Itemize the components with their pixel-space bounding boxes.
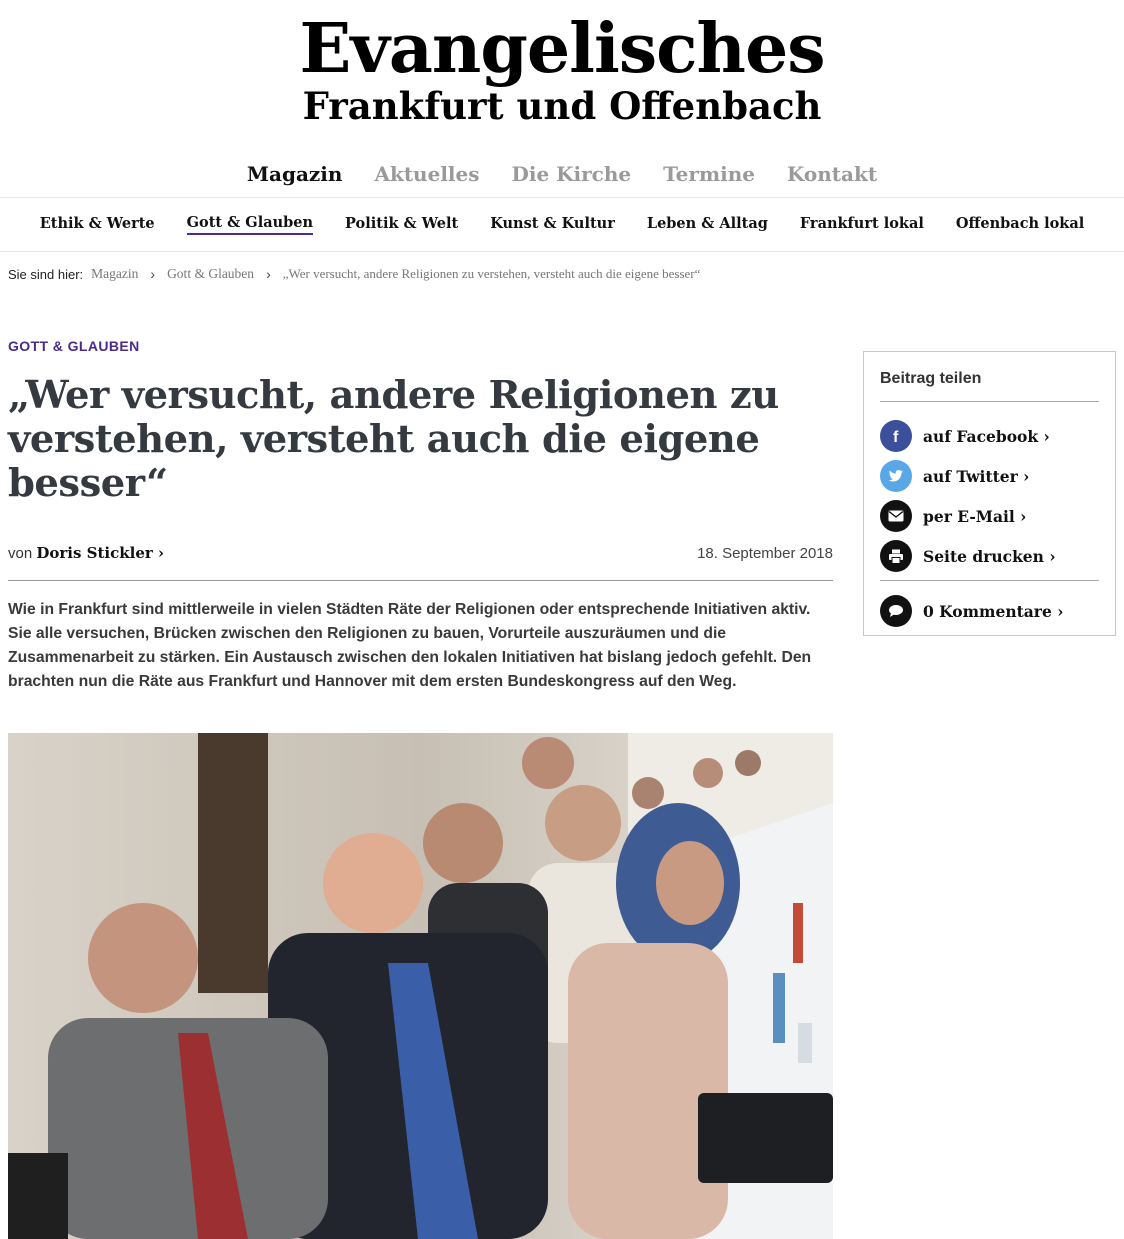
share-facebook-label: auf Facebook ›: [923, 426, 1050, 446]
share-facebook[interactable]: [880, 416, 1099, 456]
article-photo-illustration: [8, 733, 833, 1239]
mail-icon: [880, 500, 912, 532]
category-offenbach-lokal[interactable]: Offenbach lokal: [955, 215, 1085, 232]
print-icon: [880, 540, 912, 572]
article-category[interactable]: GOTT & GLAUBEN: [8, 338, 140, 354]
svg-text:f: f: [893, 429, 899, 444]
facebook-icon: [880, 420, 912, 452]
category-gott-glauben[interactable]: Gott & Glauben: [187, 214, 313, 235]
share-email[interactable]: [880, 496, 1099, 536]
article-byline: [8, 544, 164, 562]
breadcrumb-item-magazin[interactable]: Magazin: [91, 266, 139, 281]
breadcrumb-item-gott-glauben[interactable]: Gott & Glauben: [167, 266, 255, 281]
main-nav-kontakt[interactable]: Kontakt: [786, 162, 878, 186]
breadcrumb: [0, 252, 1124, 296]
site-header: [0, 0, 1124, 126]
twitter-icon: [880, 460, 912, 492]
article-lead: Wie in Frankfurt sind mittlerweile in vielen Städten Räte der Religionen oder entsprechende Initiativen aktiv. Sie alle versuchen, Brücken zwischen den Religionen zu bauen, Vorurteile auszuräumen und die Zusammenarbeit zu stärken. Ein Austausch zwischen den lokalen Initiativen hat bislang jedoch gefehlt. Den brachten nun die Räte aus Frankfurt und Hannover mit dem ersten Bundeskongress auf den Weg.: [8, 601, 812, 690]
breadcrumb-prefix: Sie sind hier:: [8, 266, 84, 282]
category-ethik-werte[interactable]: Ethik & Werte: [39, 215, 155, 232]
share-box: [863, 351, 1116, 636]
main-nav-magazin[interactable]: Magazin: [246, 162, 343, 186]
article: [8, 338, 833, 710]
article-photo: [8, 733, 833, 1239]
share-twitter-label: auf Twitter ›: [923, 466, 1030, 486]
comments-label: 0 Kommentare ›: [923, 601, 1064, 621]
share-list: [880, 402, 1099, 581]
main-nav-aktuelles[interactable]: Aktuelles: [374, 162, 480, 186]
main-nav-die-kirche[interactable]: Die Kirche: [511, 162, 632, 186]
category-leben-alltag[interactable]: Leben & Alltag: [646, 215, 768, 232]
main-nav-termine[interactable]: Termine: [663, 162, 755, 186]
site-logo-subtitle[interactable]: Frankfurt und Offenbach: [302, 84, 822, 128]
share-email-label: per E-Mail ›: [923, 506, 1027, 526]
comments-link[interactable]: [880, 591, 1099, 631]
main-navigation: [0, 162, 1124, 202]
share-print-label: Seite drucken ›: [923, 546, 1056, 566]
share-box-title: Beitrag teilen: [880, 352, 1099, 402]
category-frankfurt-lokal[interactable]: Frankfurt lokal: [799, 215, 924, 232]
share-twitter[interactable]: [880, 456, 1099, 496]
article-headline: „Wer versucht, andere Religionen zu verstehen, versteht auch die eigene besser“: [8, 373, 779, 506]
share-print[interactable]: [880, 536, 1099, 576]
author-prefix: von: [8, 545, 33, 562]
breadcrumb-current: „Wer versucht, andere Religionen zu verstehen, versteht auch die eigene besser“: [282, 266, 701, 281]
comment-icon: [880, 595, 912, 627]
breadcrumb-separator: ›: [266, 266, 271, 282]
breadcrumb-separator: ›: [150, 266, 156, 282]
category-navigation: [0, 197, 1124, 252]
site-logo-title[interactable]: Evangelisches: [299, 9, 825, 89]
category-politik-welt[interactable]: Politik & Welt: [345, 215, 459, 232]
article-meta: [8, 544, 833, 581]
author-link[interactable]: Doris Stickler ›: [36, 544, 164, 562]
category-kunst-kultur[interactable]: Kunst & Kultur: [490, 215, 615, 232]
article-date: 18. September 2018: [697, 545, 833, 562]
